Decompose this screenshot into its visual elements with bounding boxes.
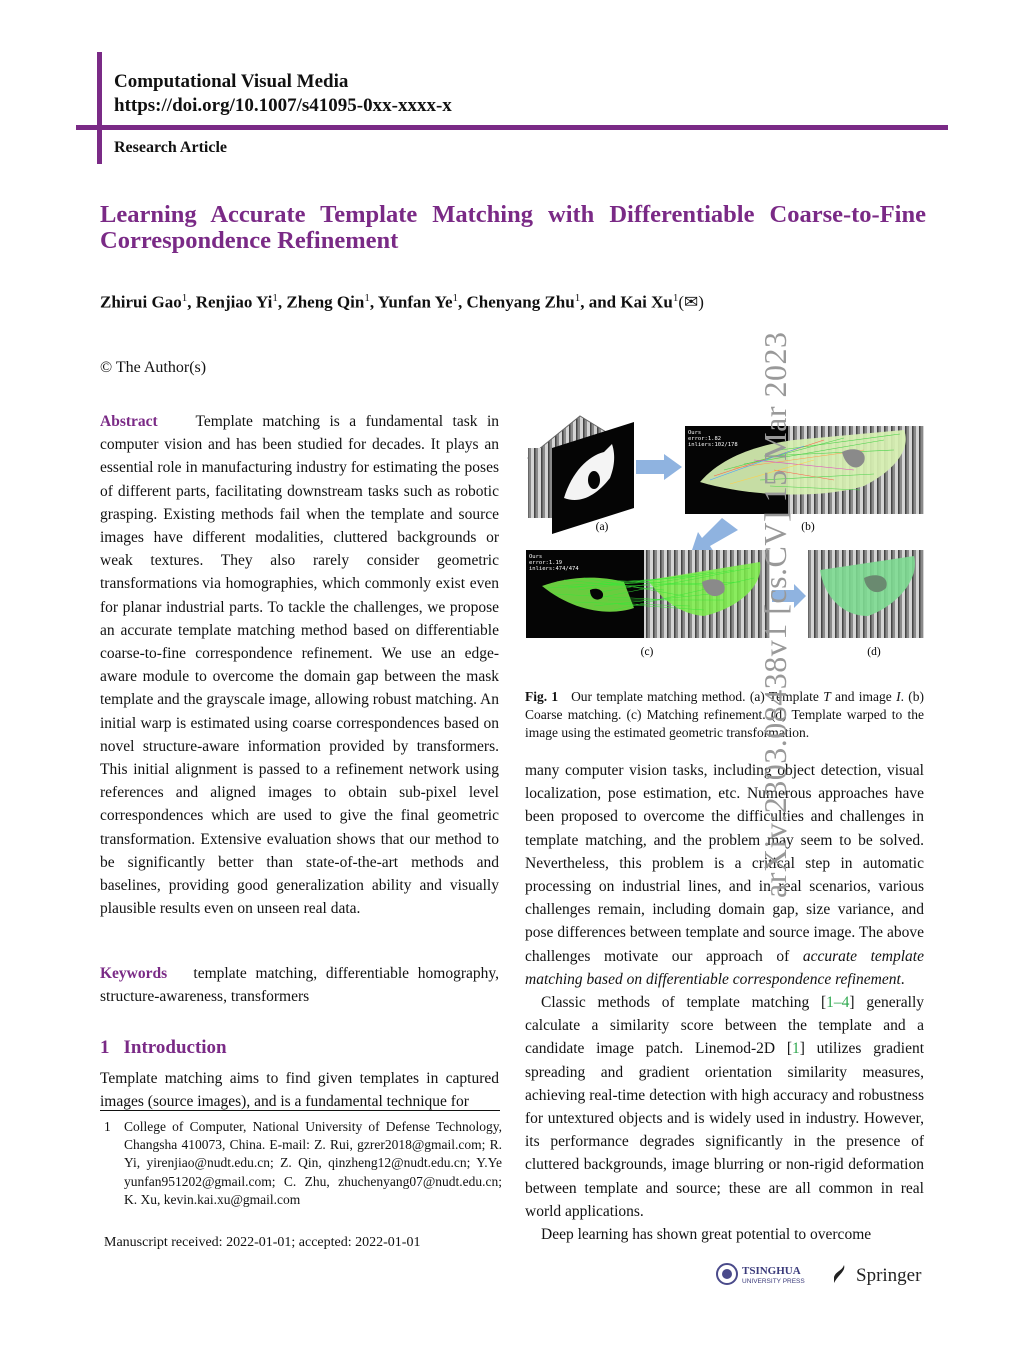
arrow-b-c bbox=[692, 518, 738, 552]
overlay-b-line1: Ours bbox=[688, 430, 702, 436]
citation-dash: – bbox=[833, 994, 842, 1012]
section-title: Introduction bbox=[123, 1037, 227, 1058]
springer-name: Springer bbox=[856, 1265, 922, 1286]
panel-b bbox=[685, 426, 924, 533]
article-type: Research Article bbox=[114, 139, 227, 156]
manuscript-dates: Manuscript received: 2022-01-01; accepted: 2022-01-01 bbox=[104, 1235, 421, 1250]
abstract-text: Template matching is a fundamental task in computer vision and has been studied for decades. It plays an essential role in manufacturing industry for estimating the poses of different parts, facilitating downstream tasks such as robotic grasping. Existing methods fail when the template and source images have different modalities, cluttered backgrounds or weak textures. They also rarely consider geometric transformations via homographies, which commonly exist even for planar industrial parts. To tackle the challenges, we propose an accurate template matching method based on differentiable coarse-to-fine correspondence refinement. We use an edge-aware module to overcome the domain gap between the mask template and the grayscale image, allowing robust matching. An initial warp is estimated using coarse correspondences based on novel structure-aware information provided by transformers. This initial alignment is passed to a refinement network using references and aligned images to obtain sub-pixel level correspondences which are used to give the final geometric transformation. Extensive evaluation shows that our method to be significantly better than state-of-the-art methods and baselines, providing good generalization ability and visually plausible results even on unseen real data. bbox=[100, 413, 500, 918]
author-affiliation: 1 bbox=[574, 292, 581, 304]
section-number: 1 bbox=[100, 1037, 110, 1058]
author-name: Yunfan Ye bbox=[377, 292, 453, 312]
footnote-number: 1 bbox=[104, 1119, 111, 1134]
author-name: Chenyang Zhu bbox=[466, 292, 575, 312]
paragraph-2 bbox=[525, 991, 924, 1223]
caption-text-1: Our template matching method. (a) Template bbox=[571, 689, 824, 704]
author-name: Renjiao Yi bbox=[195, 292, 273, 312]
author-separator: , and bbox=[580, 292, 621, 312]
intro-paragraph: Template matching aims to find given templates in captured images (source images), and is a fundamental technique for bbox=[100, 1070, 499, 1111]
panel-label-a: (a) bbox=[595, 521, 609, 533]
paragraph-1 bbox=[525, 759, 924, 991]
author-separator: , bbox=[277, 292, 287, 312]
section-heading bbox=[100, 1037, 241, 1059]
author-separator: , bbox=[187, 292, 196, 312]
p1-end: . bbox=[900, 970, 905, 988]
header-horizontal-rule bbox=[76, 125, 948, 130]
caption-text-2: and image bbox=[830, 689, 897, 704]
publisher-logos bbox=[716, 1259, 926, 1289]
overlay-b-line2: error:1.82 bbox=[688, 436, 722, 442]
panel-c bbox=[526, 550, 770, 658]
p2-text-c: ] utilizes gradient spreading and gradient orientation similarity measures, achieving real-time detection with high accuracy and robustness for untextured objects and is widely used in industry. However, its performance degrades significantly in the presence of cluttered backgrounds, image blurring or non-rigid deformation between template and source; these are all common in real world applications. bbox=[525, 1040, 924, 1220]
header-vertical-rule bbox=[97, 52, 102, 164]
doi-link[interactable]: https://doi.org/10.1007/s41095-0xx-xxxx-x bbox=[114, 95, 452, 116]
source-image-thumb-edge bbox=[528, 448, 552, 518]
abstract bbox=[100, 410, 499, 920]
keywords-text: template matching, differentiable homography, structure-awareness, transformers bbox=[100, 965, 499, 1006]
author-affiliation: 1 bbox=[272, 292, 278, 304]
paragraph-3: Deep learning has shown great potential to overcome bbox=[541, 1226, 872, 1244]
author-name: Kai Xu bbox=[620, 292, 673, 312]
author-separator: , bbox=[458, 292, 467, 312]
tsinghua-sub: UNIVERSITY PRESS bbox=[742, 1278, 805, 1285]
overlay-c-line1: Ours bbox=[529, 554, 543, 560]
caption-text-3: . (b) Coarse matching. (c) Matching refinement. (d) Template warped to the image using the estimated geometric transformation. bbox=[525, 689, 924, 741]
keywords-label: Keywords bbox=[100, 965, 168, 982]
author-affiliation: 1 bbox=[452, 292, 459, 304]
panel-label-b: (b) bbox=[801, 521, 815, 533]
p1-text: many computer vision tasks, including object detection, visual localization, pose estimation, etc. Numerous approaches have been proposed to overcome the difficulties and challenges in template matching, and the problem may seem to be solved. Nevertheless, this problem is a critical step in automatic processing on industrial lines, and in real scenarios, various challenges remain, including domain gap, size variance, and pose differences between template and source image. The above challenges motivate our approach of bbox=[525, 762, 924, 965]
author-list bbox=[100, 292, 704, 313]
p1-emphasis: accurate template matching based on differentiable correspondence refinement bbox=[525, 947, 924, 988]
tsinghua-name: TSINGHUA bbox=[742, 1265, 801, 1277]
corresponding-author-icon: (✉) bbox=[678, 292, 704, 312]
paper-title: Learning Accurate Template Matching with Differentiable Coarse-to-Fine Correspondence Refinement bbox=[100, 201, 926, 254]
p2-text-a: Classic methods of template matching [ bbox=[541, 994, 827, 1012]
arrow-a-b bbox=[636, 454, 682, 480]
author-name: Zheng Qin bbox=[286, 292, 365, 312]
caption-math-T: T bbox=[823, 689, 831, 704]
footnote-rule bbox=[100, 1110, 500, 1111]
overlay-c-line2: error:1.19 bbox=[529, 560, 563, 566]
keywords bbox=[100, 962, 499, 1008]
citation-1[interactable]: 1 bbox=[826, 994, 834, 1012]
figure-1 bbox=[524, 410, 926, 665]
author-name: Zhirui Gao bbox=[100, 292, 182, 312]
copyright: © The Author(s) bbox=[100, 359, 207, 376]
citation-4[interactable]: 4 bbox=[841, 994, 850, 1012]
footnote-text: College of Computer, National University of Defense Technology, Changsha 410073, China. E-mail: Z. Rui, gzrer2018@gmail.com; R. Yi, yirenjiao@nudt.edu.cn; Z. Qin, qinzheng12@nudt.edu.cn; Y.Ye yunfan951202@gmail.com; C. Zhu, zhuchenyang07@nudt.edu.cn; K. Xu, kevin.kai.xu@gmail.com bbox=[124, 1119, 502, 1207]
springer-horse-icon bbox=[834, 1265, 844, 1283]
overlay-b-line3: inliers:102/178 bbox=[688, 442, 738, 448]
citation-1b[interactable]: 1 bbox=[792, 1040, 800, 1058]
author-separator: , bbox=[369, 292, 378, 312]
panel-label-d: (d) bbox=[867, 646, 881, 658]
caption-math-I: I bbox=[896, 689, 901, 704]
author-affiliation: 1 bbox=[364, 292, 370, 304]
panel-a bbox=[528, 416, 634, 534]
abstract-label: Abstract bbox=[100, 413, 158, 430]
journal-name: Computational Visual Media bbox=[114, 71, 349, 92]
author-affiliation: 1 bbox=[181, 292, 188, 304]
panel-label-c: (c) bbox=[640, 646, 654, 658]
right-column-body bbox=[525, 759, 924, 1246]
overlay-c-line3: inliers:474/474 bbox=[529, 566, 579, 572]
caption-label: Fig. 1 bbox=[525, 689, 559, 704]
panel-d bbox=[808, 550, 924, 658]
affiliation-footnote bbox=[104, 1118, 502, 1209]
p2-text-b: ] generally calculate a similarity score between the template and a candidate image patch. Linemod-2D [ bbox=[525, 994, 924, 1058]
tsinghua-seal-core bbox=[722, 1269, 732, 1279]
author-affiliation: 1 bbox=[672, 292, 679, 304]
template-hole bbox=[588, 471, 600, 489]
arxiv-watermark: arXiv:2303.08438v1 [cs.CV] 15 Mar 2023 bbox=[757, 331, 793, 898]
figure-caption bbox=[525, 688, 924, 743]
